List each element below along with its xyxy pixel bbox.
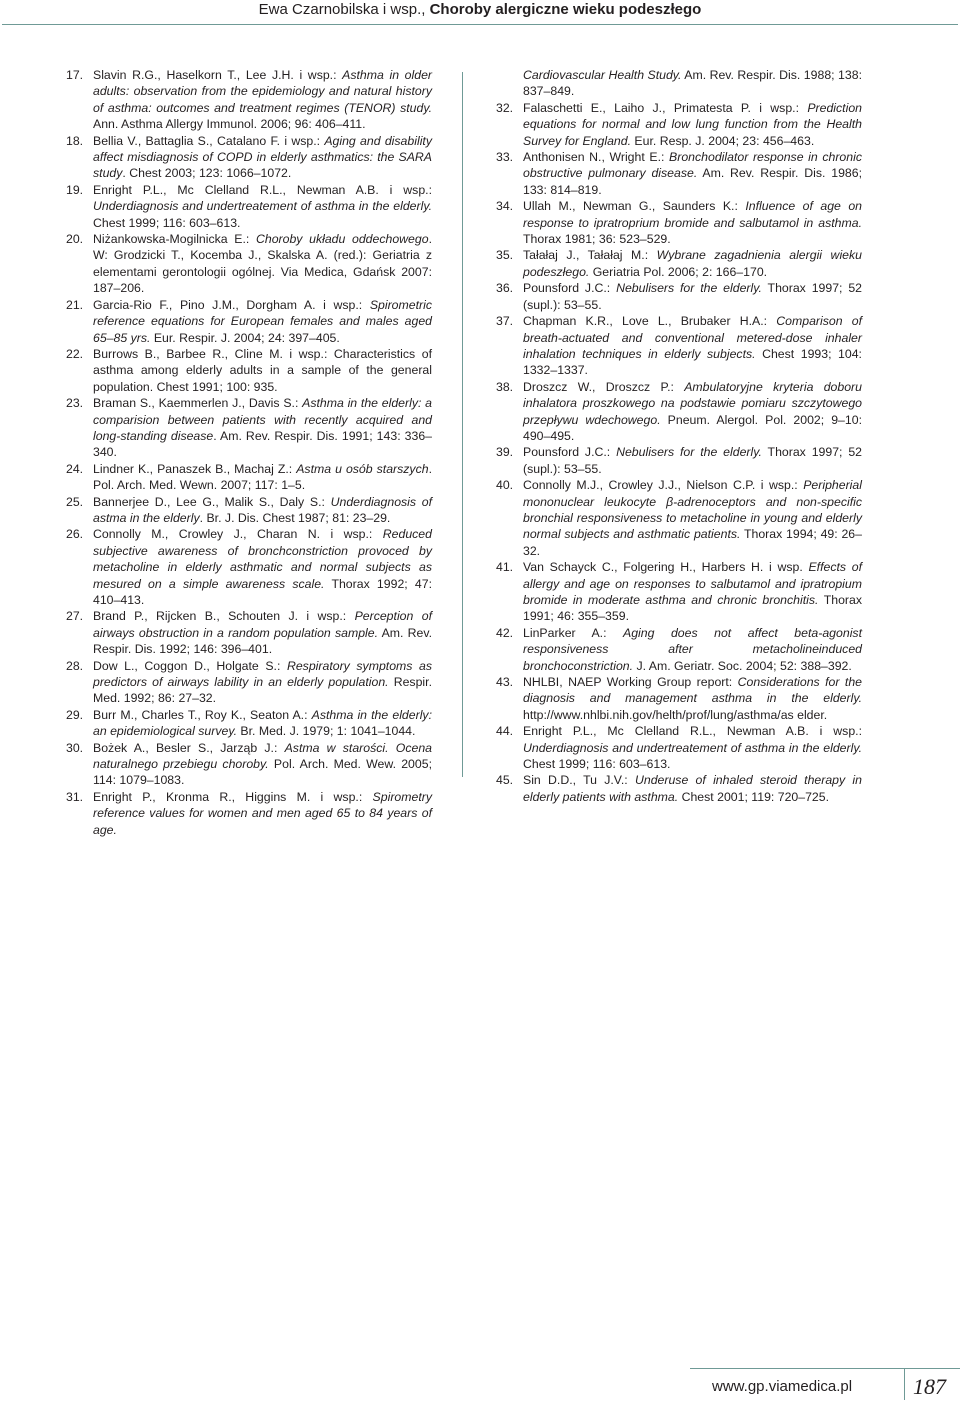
reference-text: Pounsford J.C.: [523, 281, 617, 296]
header-rule [2, 24, 958, 25]
reference-text: Thorax 1997; 52 (supl.): 53–55. [523, 281, 863, 312]
reference-item [66, 346, 432, 395]
reference-item [66, 231, 432, 297]
reference-item [496, 772, 862, 805]
reference-item [496, 247, 862, 280]
reference-text: Pol. Arch. Med. Wew. 2005; 114: 1079–1083. [93, 757, 432, 788]
reference-number: 20. [66, 232, 84, 247]
reference-text: Connolly M.J., Crowley J.J., Nielson C.P. i wsp.: [523, 478, 804, 493]
reference-text: Van Schayck C., Folgering H., Harbers H. i wsp. [523, 560, 809, 575]
reference-text: Chest 1999; 116: 603–613. [523, 757, 671, 772]
reference-title: Respiratory symptoms as predictors of airways lability in an elderly population. [93, 658, 432, 690]
reference-item [66, 526, 432, 608]
reference-title: Spirometric reference equations for European females and males aged 65–85 yrs. [93, 297, 432, 345]
reference-item [66, 789, 432, 838]
column-divider [462, 72, 463, 777]
reference-number: 38. [496, 379, 514, 394]
reference-number: 17. [66, 68, 84, 82]
reference-number: 35. [496, 248, 514, 263]
reference-text: Ann. Asthma Allergy Immunol. 2006; 96: 406–411. [93, 117, 366, 132]
reference-text: Burrows B., Barbee R., Cline M. i wsp.: Characteristics of asthma among elderly adults in a sample of the general population. Chest 1991; 100: 935. [93, 346, 432, 394]
reference-text: Brand P., Rijcken B., Schouten J. i wsp.: [93, 609, 355, 624]
reference-text: Garcia-Rio F., Pino J.M., Dorgham A. i wsp.: [93, 297, 370, 312]
reference-text: Ullah M., Newman G., Saunders K.: [523, 199, 746, 214]
reference-title: Wybrane zagadnienia alergii wieku podeszłego. [523, 248, 862, 279]
reference-text: Thorax 1994; 49: 26–32. [523, 527, 862, 558]
reference-title: Choroby układu oddechowego [255, 232, 429, 247]
reference-item [496, 674, 862, 723]
reference-title: Effects of allergy and age on responses to salbutamol and ipratropium bromide in moderate asthma and chronic bronchitis. [523, 560, 862, 607]
reference-title: Underdiagnosis of astma in the elderly [93, 494, 433, 525]
reference-text: Geriatria Pol. 2006; 2: 166–170. [589, 264, 768, 279]
reference-number: 30. [66, 740, 84, 755]
reference-item [66, 658, 432, 707]
reference-item [496, 559, 862, 625]
reference-title: Perception of airways obstruction in a random population sample. [93, 609, 432, 640]
reference-text: . W: Grodzicki T., Kocemba J., Skalska A. (red.): Geriatria z elementami gerontologii ogólnej. Via Medica, Gdańsk 2007: 187–206. [93, 232, 432, 296]
reference-title: Underuse of inhaled steroid therapy in elderly patients with asthma. [523, 773, 862, 804]
reference-text: Connolly M., Crowley J., Charan N. i wsp.: [93, 527, 383, 542]
reference-item [66, 740, 432, 789]
reference-item [496, 313, 862, 379]
reference-text: . Br. J. Dis. Chest 1987; 81: 23–29. [199, 510, 391, 525]
header-authors: Ewa Czarnobilska i wsp., [258, 1, 430, 18]
reference-text: NHLBI, NAEP Working Group report: [523, 675, 738, 690]
footer-divider [904, 1368, 905, 1400]
reference-title: Prediction equations for normal and low lung function from the Health Survey for England. [523, 100, 862, 148]
reference-item [496, 149, 862, 198]
reference-text: . Chest 2003; 123: 1066–1072. [122, 166, 292, 181]
reference-text: Chapman K.R., Love L., Brubaker H.A.: [523, 314, 777, 329]
reference-text: Br. Med. J. 1979; 1: 1041–1044. [237, 724, 416, 739]
footer-rule [690, 1368, 960, 1369]
reference-item [496, 280, 862, 313]
reference-text: Niżankowska-Mogilnicka E.: [93, 232, 256, 247]
reference-text: Chest 1993; 104: 1332–1337. [523, 346, 862, 378]
reference-item [66, 133, 432, 182]
reference-text: . Am. Rev. Respir. Dis. 1991; 143: 336–340. [93, 428, 432, 460]
reference-item [496, 723, 862, 772]
reference-title: Considerations for the diagnosis and management asthma in the elderly. [523, 675, 862, 706]
reference-item [496, 67, 862, 100]
journal-url[interactable]: www.gp.viamedica.pl [712, 1378, 853, 1395]
reference-item [66, 297, 432, 346]
reference-title: Bronchodilator response in chronic obstructive pulmonary disease. [523, 150, 862, 181]
reference-text: Bellia V., Battaglia S., Catalano F. i wsp.: [93, 133, 325, 148]
reference-text: Enright P.L., Mc Clelland R.L., Newman A.B. i wsp.: [93, 182, 432, 197]
references-left-column [66, 67, 432, 838]
reference-text: Dow L., Coggon D., Holgate S.: [93, 658, 287, 673]
reference-text: Eur. Respir. J. 2004; 24: 397–405. [150, 330, 340, 345]
reference-number: 40. [496, 478, 514, 493]
reference-text: Am. Rev. Respir. Dis. 1988; 138: 837–849. [523, 68, 862, 99]
reference-title: Underdiagnosis and undertreatement of asthma in the elderly. [523, 740, 862, 755]
reference-text: Falaschetti E., Laiho J., Primatesta P. i wsp.: [523, 100, 808, 115]
reference-number: 19. [66, 182, 84, 197]
reference-number: 34. [496, 199, 514, 214]
reference-number: 26. [66, 527, 84, 542]
reference-number: 37. [496, 314, 514, 329]
reference-number: 41. [496, 560, 514, 575]
reference-text: Bożek A., Besler S., Jarząb J.: [93, 740, 285, 755]
reference-title: Aging and disability affect misdiagnosis of COPD in elderly asthmatics: the SARA study [93, 133, 432, 181]
reference-text: Enright P., Kronma R., Higgins M. i wsp.: [93, 789, 373, 804]
reference-number: 28. [66, 658, 84, 673]
reference-text: Tałałaj J., Tałałaj M.: [523, 248, 657, 263]
header-title: Choroby alergiczne wieku podeszłego [429, 1, 702, 18]
reference-item [66, 494, 432, 527]
reference-number: 43. [496, 675, 514, 690]
reference-text: Eur. Resp. J. 2004; 23: 456–463. [631, 133, 815, 148]
reference-text: J. Am. Geriatr. Soc. 2004; 52: 388–392. [633, 658, 852, 673]
reference-title: Cardiovascular Health Study. [523, 68, 682, 82]
reference-text: Pneum. Alergol. Pol. 2002; 9–10: 490–495. [523, 412, 862, 443]
reference-number: 29. [66, 707, 84, 722]
reference-text: Thorax 1981; 36: 523–529. [523, 232, 671, 247]
reference-number: 21. [66, 297, 84, 312]
reference-title: Asthma in the elderly: an epidemiological survey. [93, 707, 432, 739]
reference-number: 18. [66, 133, 84, 148]
reference-text: Thorax 1991; 46: 355–359. [523, 593, 862, 624]
reference-number: 27. [66, 609, 84, 624]
reference-title: Spirometry reference values for women and men aged 65 to 84 years of age. [93, 789, 432, 837]
reference-item [496, 477, 862, 559]
reference-number: 24. [66, 461, 84, 476]
reference-number: 39. [496, 445, 514, 460]
reference-title: Aging does not affect beta-agonist responsiveness after metacholineinduced bronchoconstriction. [523, 625, 862, 673]
reference-text: Chest 2001; 119: 720–725. [678, 789, 830, 804]
reference-text: Am. Rev. Respir. Dis. 1986; 133: 814–819. [523, 166, 862, 197]
reference-title: Influence of age on response to ipratroprium bromide and salbutamol in asthma. [523, 199, 862, 230]
page-number: 187 [913, 1374, 946, 1399]
reference-item [496, 625, 862, 674]
reference-text: LinParker A.: [523, 625, 623, 640]
reference-number: 45. [496, 773, 514, 788]
reference-number: 22. [66, 346, 84, 361]
reference-item [66, 395, 432, 461]
reference-text: Bannerjee D., Lee G., Malik S., Daly S.: [93, 494, 331, 509]
reference-number: 32. [496, 100, 514, 115]
reference-title: Comparison of breath-actuated and conventional metered-dose inhaler inhalation techniques in elderly subjects. [523, 314, 863, 361]
reference-item [496, 198, 862, 247]
reference-text: Chest 1999; 116: 603–613. [93, 215, 241, 230]
reference-title: Peripherial mononuclear leukocyte β-adrenoceptors and non-specific bronchial responsiveness to metacholine in young and elderly normal subjects and asthmatic patients. [523, 478, 862, 542]
reference-item [66, 182, 432, 231]
reference-item [66, 461, 432, 494]
reference-text: Respir. Med. 1992; 86: 27–32. [93, 675, 432, 706]
reference-text: Am. Rev. Respir. Dis. 1992; 146: 396–401. [93, 625, 433, 657]
reference-number: 36. [496, 281, 514, 296]
reference-number: 42. [496, 625, 514, 640]
reference-title: Astma w starości. Ocena naturalnego przebiegu choroby. [93, 740, 432, 772]
reference-title: Nebulisers for the elderly. [616, 445, 762, 460]
reference-text: Thorax 1997; 52 (supl.): 53–55. [523, 445, 863, 476]
reference-item [496, 444, 862, 477]
reference-title: Ambulatoryjne kryteria doboru inhalatora proszkowego na podstawie pomiaru szczytowego przepływu wdechowego. [523, 379, 862, 427]
reference-text: Slavin R.G., Haselkorn T., Lee J.H. i wsp.: [93, 68, 343, 82]
reference-number: 44. [496, 724, 514, 739]
reference-text: Pounsford J.C.: [523, 445, 617, 460]
reference-text: Droszcz W., Droszcz P.: [523, 379, 685, 394]
reference-number: 23. [66, 396, 84, 411]
reference-item [66, 67, 432, 133]
reference-item [66, 707, 432, 740]
reference-text: Sin D.D., Tu J.V.: [523, 773, 635, 788]
reference-title: Asthma in older adults: observation from the epidemiology and natural history of asthma: outcomes and treatment regimes (TENOR) study. [93, 68, 432, 115]
reference-item [496, 379, 862, 445]
reference-number: 31. [66, 789, 84, 804]
reference-title: Underdiagnosis and undertreatement of asthma in the elderly. [93, 199, 432, 214]
reference-text: Enright P.L., Mc Clelland R.L., Newman A.B. i wsp.: [523, 724, 862, 739]
reference-text: Anthonisen N., Wright E.: [523, 150, 670, 165]
references-right-column [496, 67, 862, 805]
reference-text: . Pol. Arch. Med. Wewn. 2007; 117: 1–5. [93, 461, 432, 493]
running-header [0, 0, 960, 20]
reference-text: http://www.nhlbi.nih.gov/helth/prof/lung/asthma/as elder. [523, 707, 828, 722]
reference-item [496, 100, 862, 149]
reference-title: Astma u osób starszych [296, 461, 429, 476]
reference-title: Nebulisers for the elderly. [616, 281, 762, 296]
reference-number: 33. [496, 150, 514, 165]
reference-title: Asthma in the elderly: a comparision between patients with recently acquired and long-standing disease [93, 396, 432, 443]
reference-title: Reduced subjective awareness of bronchconstriction provoced by metacholine in elderly asthmatic and normal subjects as mesured on a simple awareness scale. [93, 527, 432, 591]
reference-item [66, 608, 432, 657]
reference-text: Lindner K., Panaszek B., Machaj Z.: [93, 461, 297, 476]
reference-text: Burr M., Charles T., Roy K., Seaton A.: [93, 707, 312, 722]
reference-text: Braman S., Kaemmerlen J., Davis S.: [93, 396, 303, 411]
reference-text: Thorax 1992; 47: 410–413. [93, 576, 432, 607]
reference-number: 25. [66, 494, 84, 509]
